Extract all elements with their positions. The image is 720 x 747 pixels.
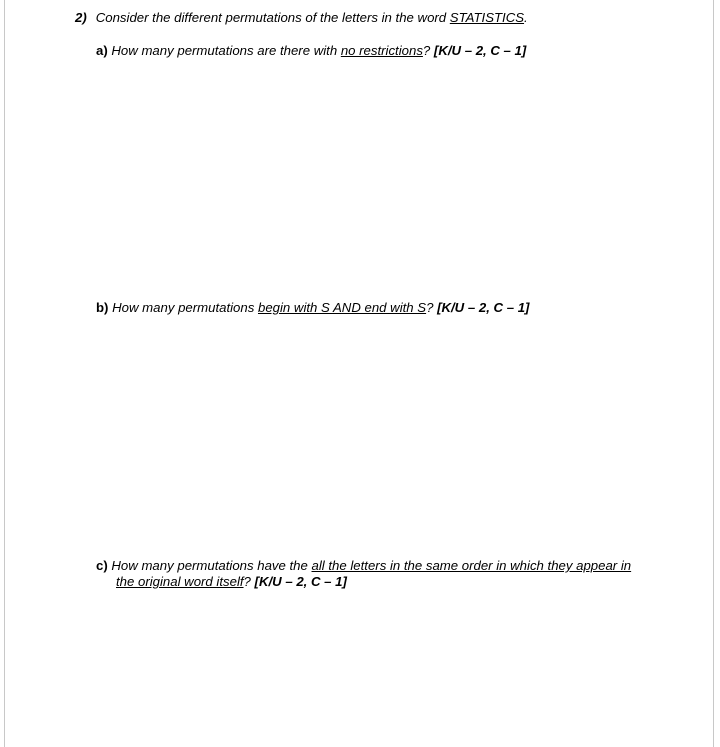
part-c-underlined-line2: the original word itself [116,574,244,589]
part-a-label: a) [96,43,108,58]
part-a-text-before: How many permutations are there with [107,43,341,58]
question-stem [75,9,528,27]
part-c-underlined-line1: all the letters in the same order in which they appear in [311,558,632,573]
part-b-label: b) [96,300,109,315]
question-word: STATISTICS [449,10,525,25]
part-c-question [96,558,681,590]
part-b-marks: [K/U – 2, C – 1] [433,300,530,315]
question-stem-suffix: . [524,10,528,25]
part-c-text-after: ? [243,574,251,589]
part-a-question [96,43,526,59]
question-stem-prefix: Consider the different permutations of the letters in the word [95,10,450,25]
part-b-question [96,300,529,316]
part-c-line2 [96,574,681,590]
question-number: 2) [75,10,87,25]
part-b-text-before: How many permutations [108,300,258,315]
part-c-marks: [K/U – 2, C – 1] [250,574,347,589]
part-a-text-after: ? [422,43,431,58]
part-a-marks: [K/U – 2, C – 1] [430,43,527,58]
part-a-underlined: no restrictions [340,43,423,58]
part-c-label: c) [96,558,108,573]
part-b-underlined: begin with S AND end with S [257,300,427,315]
part-c-text-before: How many permutations have the [107,558,312,573]
part-b-text-after: ? [426,300,434,315]
worksheet-page [4,0,714,747]
